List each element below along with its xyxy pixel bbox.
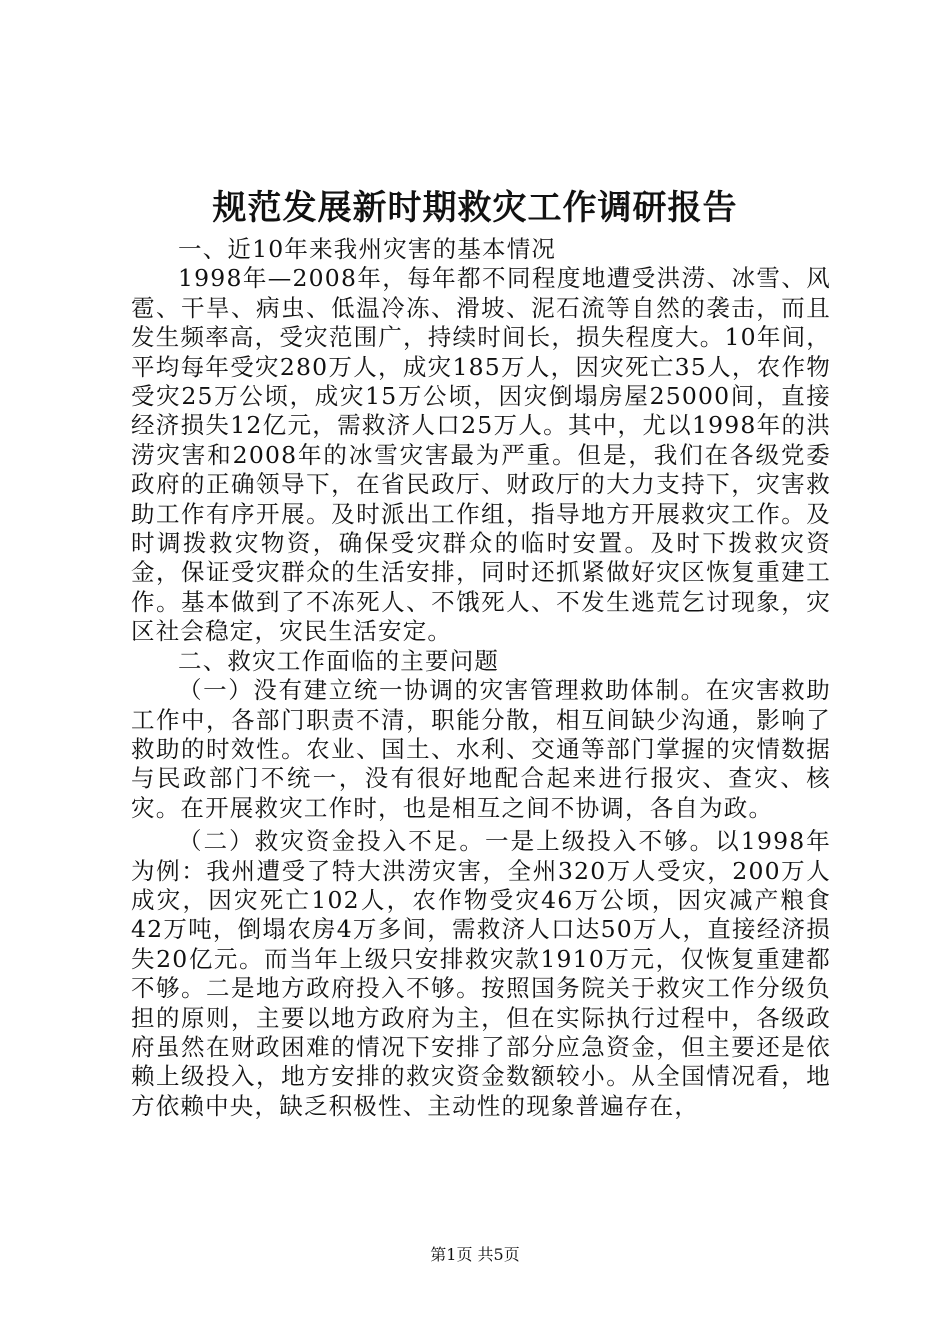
body-paragraph-2: （一）没有建立统一协调的灾害管理救助体制。在灾害救助工作中，各部门职责不清，职能分散，相互间缺少沟通，影响了救助的时效性。农业、国土、水利、交通等部门掌握的灾情数据与民政部门不统一，没有很好地配合起来进行报灾、查灾、核灾。在开展救灾工作时，也是相互之间不协调，各自为政。 — [131, 676, 831, 822]
body-paragraph-3: （二）救灾资金投入不足。一是上级投入不够。以1998年为例：我州遭受了特大洪涝灾害，全州320万人受灾，200万人成灾，因灾死亡102人，农作物受灾46万公顷，因灾减产粮食42万吨，倒塌农房4万多间，需救济人口达50万人，直接经济损失20亿元。而当年上级只安排救灾款1910万元，仅恢复重建都不够。二是地方政府投入不够。按照国务院关于救灾工作分级负担的原则，主要以地方政府为主，但在实际执行过程中，各级政府虽然在财政困难的情况下安排了部分应急资金，但主要还是依赖上级投入，地方安排的救灾资金数额较小。从全国情况看，地方依赖中央，缺乏积极性、主动性的现象普遍存在， — [131, 827, 831, 1120]
document-title: 规范发展新时期救灾工作调研报告 — [212, 188, 738, 228]
document-body — [131, 235, 831, 1121]
section-heading-2: 二、救灾工作面临的主要问题 — [178, 646, 500, 675]
page-number-footer: 第1页 共5页 — [430, 1245, 520, 1264]
section-heading-1: 一、近10年来我州灾害的基本情况 — [178, 235, 557, 263]
body-paragraph-1: 1998年—2008年，每年都不同程度地遭受洪涝、冰雪、风雹、干旱、病虫、低温冷冻、滑坡、泥石流等自然的袭击，而且发生频率高，受灾范围广，持续时间长，损失程度大。10年间，平均每年受灾280万人，成灾185万人，因灾死亡35人，农作物受灾25万公顷，成灾15万公顷，因灾倒塌房屋25000间，直接经济损失12亿元，需救济人口25万人。其中，尤以1998年的洪涝灾害和2008年的冰雪灾害最为严重。但是，我们在各级党委政府的正确领导下，在省民政厅、财政厅的大力支持下，灾害救助工作有序开展。及时派出工作组，指导地方开展救灾工作。及时调拨救灾物资，确保受灾群众的临时安置。及时下拨救灾资金，保证受灾群众的生活安排，同时还抓紧做好灾区恢复重建工作。基本做到了不冻死人、不饿死人、不发生逃荒乞讨现象，灾区社会稳定，灾民生活安定。 — [131, 264, 831, 646]
